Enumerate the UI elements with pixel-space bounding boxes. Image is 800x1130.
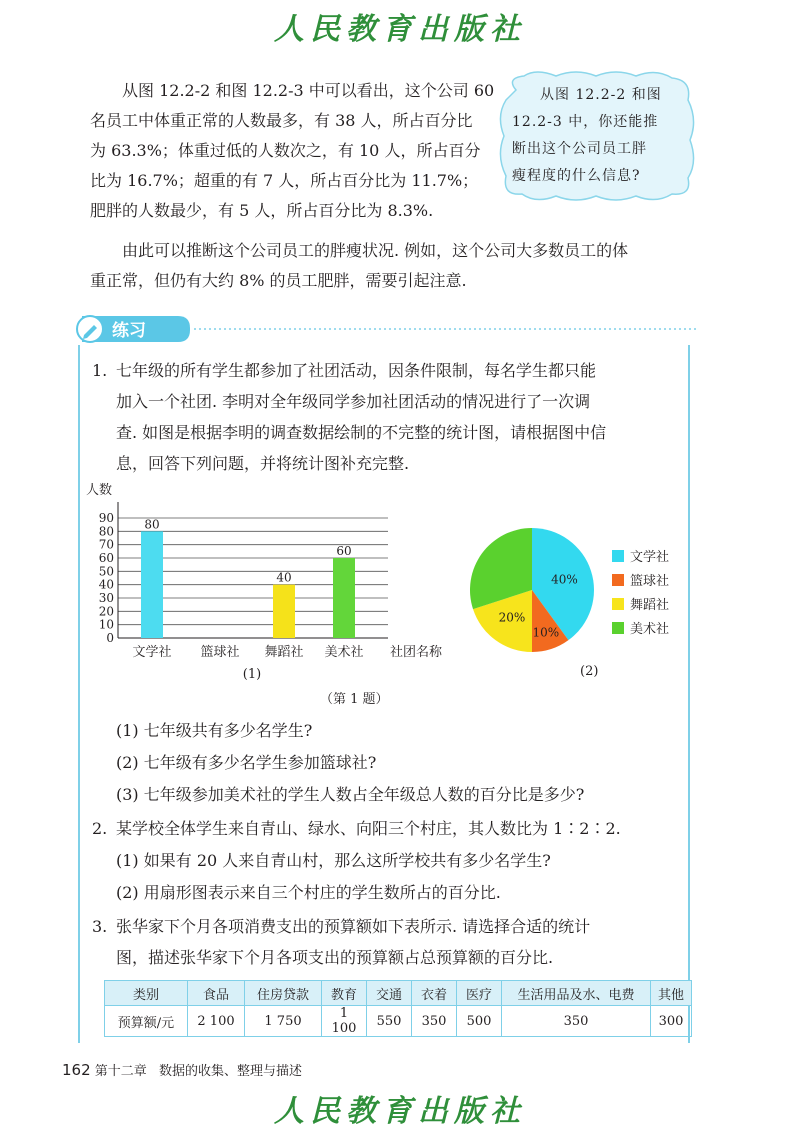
cloud-line-4: 瘦程度的什么信息?	[512, 168, 641, 184]
table-header-cell: 食品	[188, 981, 245, 1006]
bar	[333, 558, 355, 638]
q2-number: 2.	[92, 819, 108, 838]
y-tick-label: 60	[98, 551, 114, 565]
y-axis-label: 人数	[86, 483, 113, 498]
budget-table	[104, 980, 692, 1037]
exercise-header-bar	[70, 312, 700, 346]
bar-sublabel: (1)	[242, 667, 262, 682]
bar	[273, 585, 295, 638]
legend-label-2: 篮球社	[630, 574, 670, 589]
pie-chart	[462, 520, 602, 660]
bar-data-label: 40	[276, 570, 292, 585]
page-footer	[62, 1060, 302, 1079]
intro-line-3: 为 63.3%；体重过低的人数次之，有 10 人，所占百分	[90, 141, 481, 160]
table-row	[105, 1006, 692, 1037]
publisher-footer: 人民教育出版社	[274, 1094, 526, 1129]
table-cell: 550	[367, 1006, 412, 1037]
table-header-cell: 衣着	[412, 981, 457, 1006]
legend-label-1: 文学社	[630, 550, 670, 565]
q2-sub-2: (2) 用扇形图表示来自三个村庄的学生数所占的百分比.	[116, 883, 501, 902]
q1-number: 1.	[92, 361, 108, 380]
q1-sub-1: (1) 七年级共有多少名学生?	[116, 721, 313, 740]
table-header-cell: 其他	[651, 981, 692, 1006]
q2-sub-1: (1) 如果有 20 人来自青山村，那么这所学校共有多少名学生?	[116, 851, 551, 870]
y-tick-label: 40	[98, 577, 114, 592]
y-tick-label: 0	[106, 631, 114, 645]
table-cell: 350	[412, 1006, 457, 1037]
table-header-cell: 交通	[367, 981, 412, 1006]
q1-line-2: 加入一个社团. 李明对全年级同学参加社团活动的情况进行了一次调	[116, 392, 591, 411]
y-tick-label: 10	[98, 617, 114, 632]
page-number: 162	[62, 1061, 91, 1079]
exercise-frame-right	[688, 345, 690, 1043]
table-header-cell: 教育	[322, 981, 367, 1006]
y-tick-label: 90	[98, 511, 114, 525]
conclusion-line-1: 由此可以推断这个公司员工的胖瘦状况. 例如，这个公司大多数员工的体	[122, 241, 629, 260]
bar-chart	[82, 478, 462, 688]
exercise-pencil-icon	[80, 319, 102, 341]
x-tick-label: 舞蹈社	[264, 645, 304, 660]
pie-data-label: 10%	[532, 625, 560, 640]
pie-data-label: 40%	[551, 572, 578, 587]
table-cell: 300	[651, 1006, 692, 1037]
x-tick-label: 美术社	[324, 645, 364, 660]
table-header-cell: 生活用品及水、电费	[502, 981, 651, 1006]
q1-sub-2: (2) 七年级有多少名学生参加篮球社?	[116, 753, 377, 772]
legend-swatch-1	[612, 550, 624, 562]
q3-number: 3.	[92, 917, 108, 936]
q3-line-1: 张华家下个月各项消费支出的预算额如下表所示. 请选择合适的统计	[116, 917, 591, 936]
table-header-cell: 医疗	[457, 981, 502, 1006]
intro-line-4: 比为 16.7%；超重的有 7 人，所占百分比为 11.7%；	[90, 171, 479, 190]
q1-line-3: 查. 如图是根据李明的调查数据绘制的不完整的统计图，请根据图中信	[116, 423, 607, 442]
bar	[141, 531, 163, 638]
cloud-line-1: 从图 12.2-2 和图	[540, 87, 662, 103]
bar-data-label: 60	[336, 544, 352, 558]
intro-line-5: 肥胖的人数最少，有 5 人，所占百分比为 8.3%.	[90, 201, 434, 220]
x-tick-label: 文学社	[132, 645, 172, 660]
conclusion-line-2: 重正常，但仍有大约 8% 的员工肥胖，需要引起注意.	[90, 271, 467, 290]
y-tick-label: 30	[98, 591, 114, 605]
chapter-label: 第十二章	[94, 1064, 147, 1079]
bar-data-label: 80	[144, 517, 160, 532]
pie-data-label: 20%	[498, 610, 526, 625]
q1-line-1: 七年级的所有学生都参加了社团活动，因条件限制，每名学生都只能	[116, 361, 597, 380]
cloud-line-3: 断出这个公司员工胖	[512, 141, 647, 157]
legend-label-4: 美术社	[630, 622, 670, 637]
intro-line-2: 名员工中体重正常的人数最多，有 38 人，所占百分比	[90, 111, 473, 130]
x-tick-label: 篮球社	[200, 645, 240, 660]
y-tick-label: 20	[98, 604, 114, 619]
table-cell: 预算额/元	[105, 1006, 188, 1037]
y-tick-label: 50	[98, 564, 114, 579]
table-cell: 350	[502, 1006, 651, 1037]
exercise-title: 练习	[112, 321, 146, 341]
q1-line-4: 息，回答下列问题，并将统计图补充完整.	[116, 454, 410, 473]
table-cell: 1 750	[245, 1006, 322, 1037]
table-cell: 2 100	[188, 1006, 245, 1037]
chapter-title: 数据的收集、整理与描述	[158, 1064, 302, 1079]
q1-sub-3: (3) 七年级参加美术社的学生人数占全年级总人数的百分比是多少?	[116, 785, 585, 804]
intro-line-1: 从图 12.2-2 和图 12.2-3 中可以看出，这个公司 60	[122, 81, 495, 100]
legend-swatch-2	[612, 574, 624, 586]
legend-swatch-3	[612, 598, 624, 610]
table-cell: 500	[457, 1006, 502, 1037]
y-tick-label: 80	[98, 524, 114, 539]
legend-swatch-4	[612, 622, 624, 634]
q2-line: 某学校全体学生来自青山、绿水、向阳三个村庄，其人数比为 1∶2∶2.	[116, 819, 621, 838]
table-header-row	[105, 981, 692, 1006]
legend-label-3: 舞蹈社	[630, 598, 670, 613]
q3-line-2: 图，描述张华家下个月各项支出的预算额占总预算额的百分比.	[116, 948, 554, 967]
table-header-cell: 类别	[105, 981, 188, 1006]
y-tick-label: 70	[98, 537, 114, 552]
table-header-cell: 住房贷款	[245, 981, 322, 1006]
publisher-header: 人民教育出版社	[274, 12, 526, 47]
x-axis-label: 社团名称	[389, 645, 443, 660]
pie-sublabel: (2)	[580, 664, 599, 679]
figure-caption: （第 1 题）	[320, 692, 389, 707]
table-cell: 1 100	[322, 1006, 367, 1037]
cloud-line-2: 12.2-3 中，你还能推	[512, 114, 659, 130]
